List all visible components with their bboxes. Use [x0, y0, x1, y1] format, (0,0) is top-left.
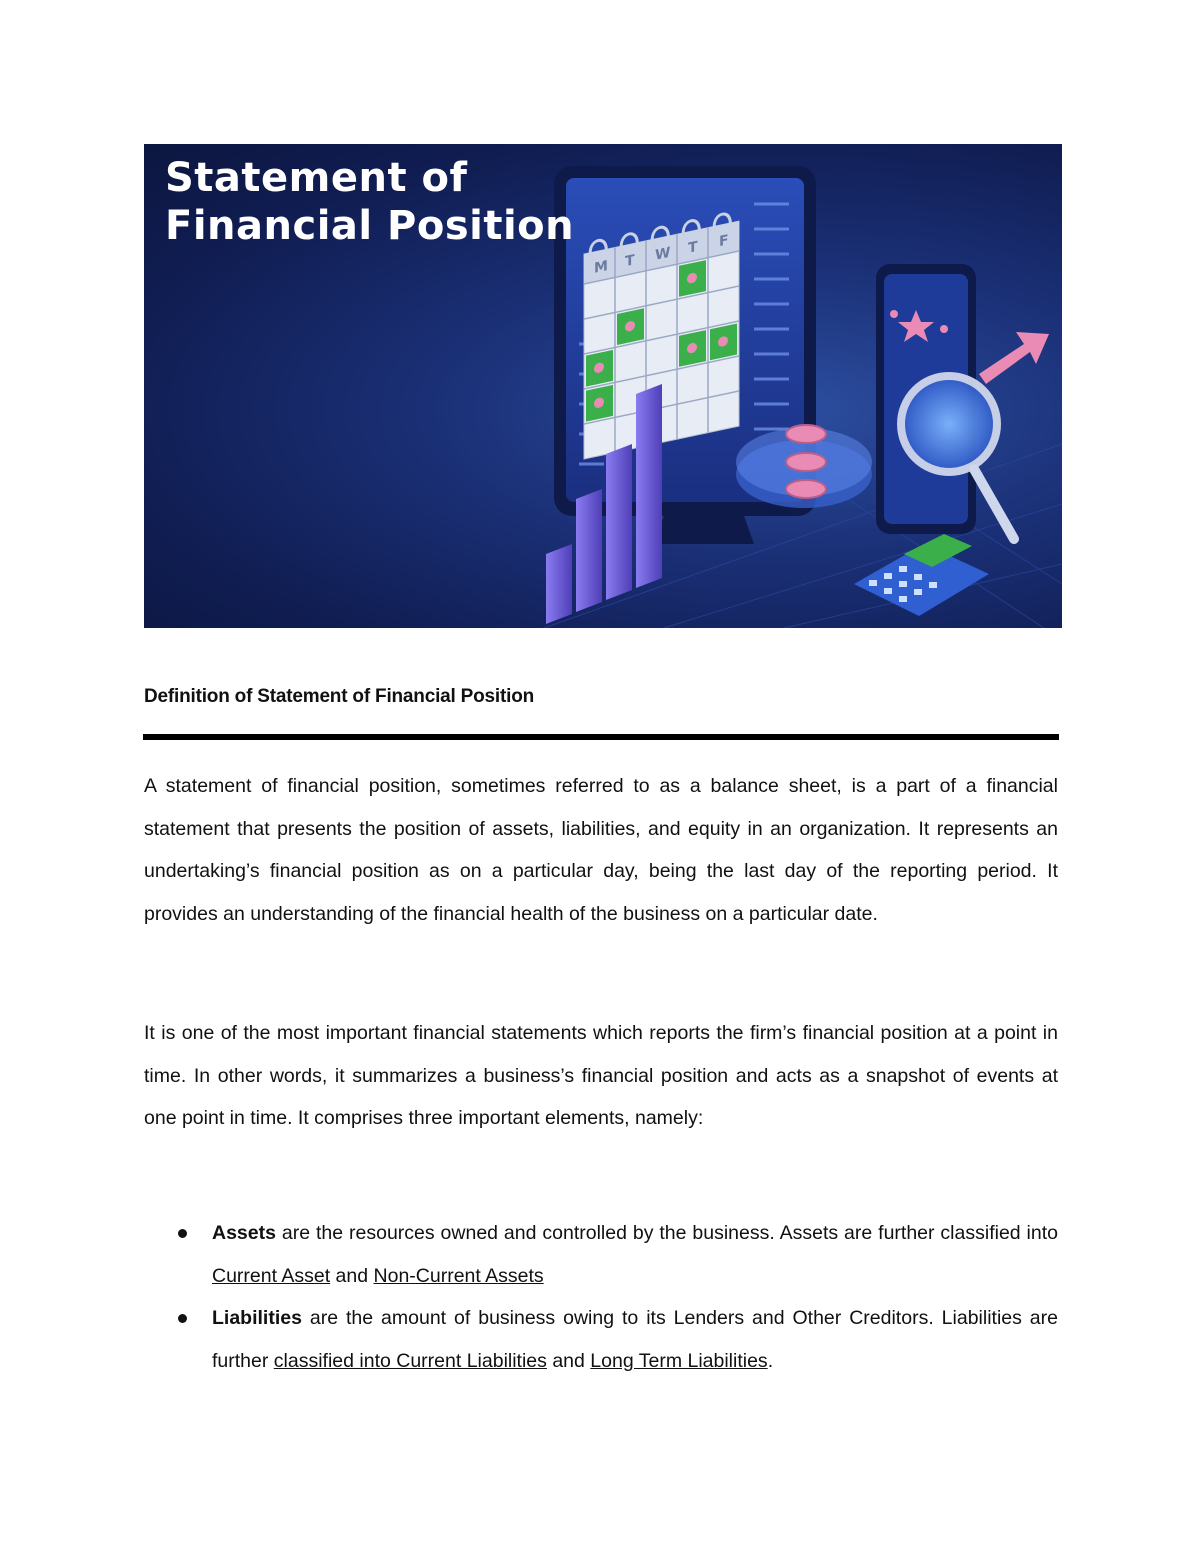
list-item-text: and	[546, 1349, 591, 1372]
calendar-day-label: T	[688, 238, 698, 257]
long-term-liabilities-link[interactable]: Long Term Liabilities	[590, 1349, 768, 1372]
current-liabilities-link[interactable]: classified into Current Liabilities	[273, 1349, 547, 1372]
calendar-day-label: M	[594, 258, 608, 277]
list-item-text: are the amount of business owing to its Lenders and Other Creditors. Liabilities are further	[212, 1307, 1058, 1372]
section-heading: Definition of Statement of Financial Position	[144, 686, 535, 707]
list-item-text: are the resources owned and controlled by the business. Assets are further classified into	[275, 1222, 1058, 1244]
bullet-icon	[178, 1229, 187, 1238]
non-current-assets-link[interactable]: Non-Current Assets	[373, 1264, 544, 1287]
calendar-day-label: W	[655, 244, 671, 264]
heading-divider	[143, 734, 1059, 740]
body-paragraph: A statement of financial position, sometimes referred to as a balance sheet, is a part of a financial statement that presents the position of assets, liabilities, and equity in an organization. It represents an undertaking’s financial position as on a particular day, being the last day of the reporting period. It provides an understanding of the financial health of the business on a particular date.	[144, 775, 1058, 925]
list-item	[144, 1212, 1058, 1297]
calendar-day-label: T	[625, 252, 635, 271]
calculator-icon	[854, 534, 989, 616]
banner-title: Statement of Financial Position	[165, 155, 575, 249]
list-item-term: Liabilities	[212, 1307, 302, 1329]
list-item-term: Assets	[212, 1222, 276, 1244]
list-item-text: and	[330, 1264, 374, 1287]
list-item-text: .	[767, 1349, 774, 1372]
calendar-day-label: F	[719, 232, 729, 251]
bullet-icon	[178, 1314, 187, 1323]
current-asset-link[interactable]: Current Asset	[212, 1264, 331, 1287]
list-item	[144, 1297, 1058, 1382]
body-paragraph: It is one of the most important financial statements which reports the firm’s financial position at a point in time. In other words, it summarizes a business’s financial position and acts as a snapshot of events at one point in time. It comprises three important elements, namely:	[144, 1022, 1058, 1129]
growth-arrow-icon	[979, 332, 1049, 384]
elements-list	[144, 1212, 1058, 1382]
coins-icon	[786, 425, 826, 498]
banner-image	[144, 144, 1062, 628]
